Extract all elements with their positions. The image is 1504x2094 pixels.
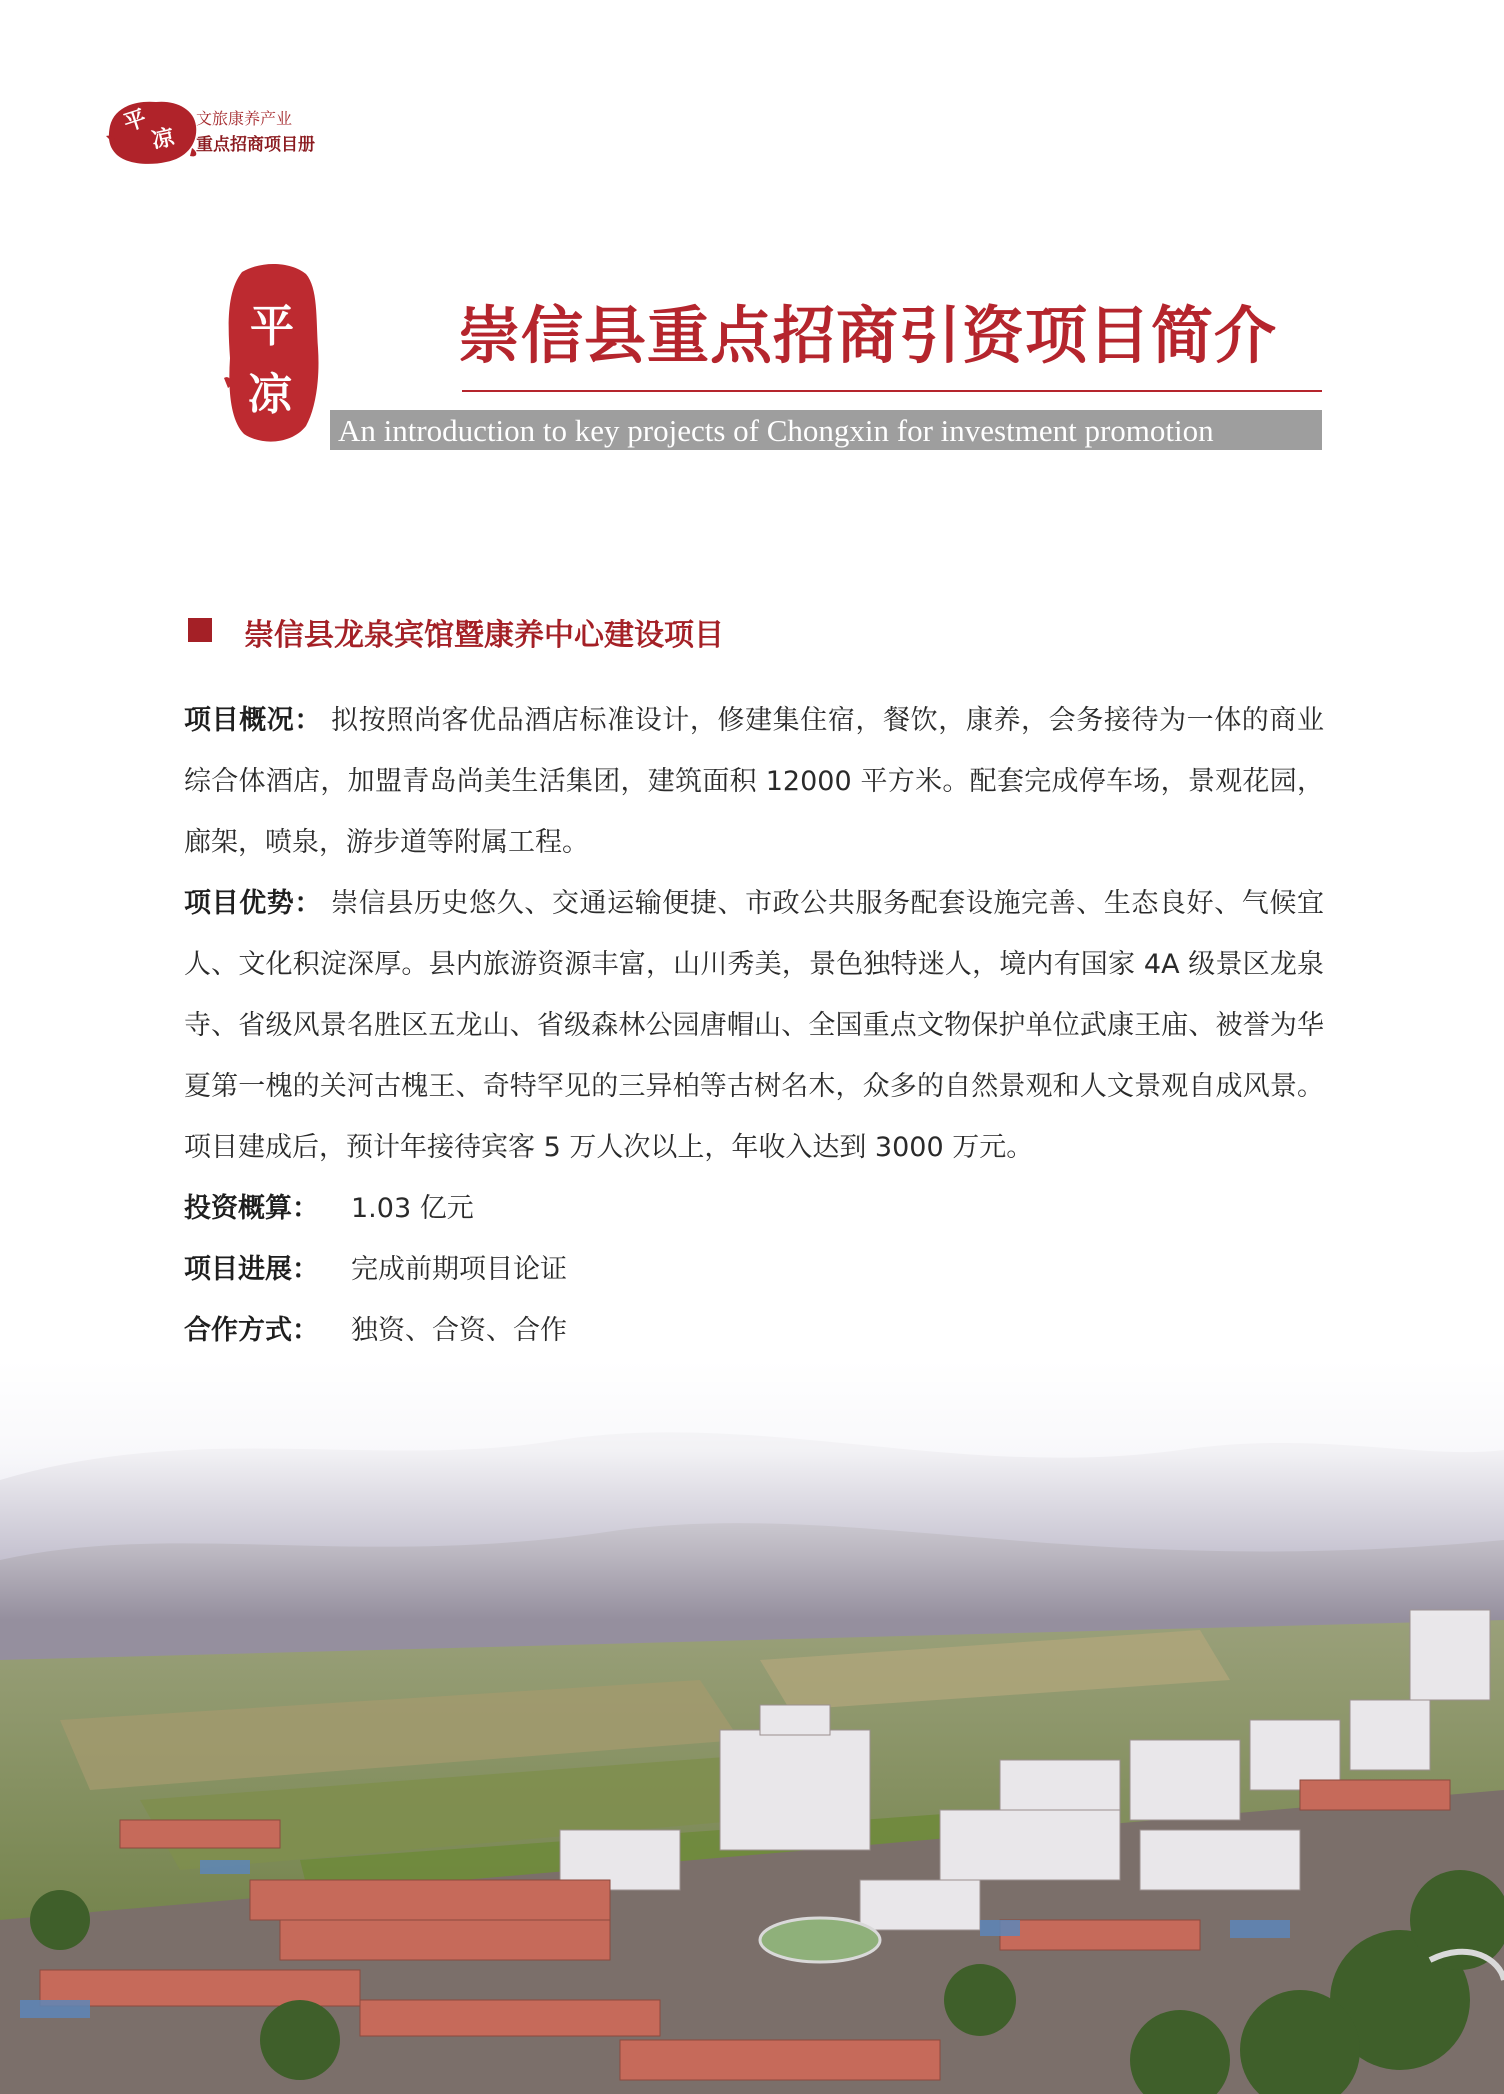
brand-line-2: 重点招商项目册 — [196, 135, 315, 155]
title-seal-char: 平 — [250, 301, 294, 352]
title-seal-text — [222, 258, 322, 448]
brand-logo — [104, 96, 344, 176]
brand-seal-char: 平 — [120, 105, 150, 137]
detail-value: 1.03 亿元 — [351, 1193, 474, 1224]
detail-label: 项目进展： — [184, 1254, 319, 1285]
title-seal-char: 凉 — [248, 369, 292, 420]
detail-value: 独资、合资、合作 — [351, 1315, 567, 1346]
section-title: 崇信县龙泉宾馆暨康养中心建设项目 — [244, 618, 724, 653]
progress-row — [184, 1239, 1324, 1300]
page-subtitle: An introduction to key projects of Chongxin for investment promotion — [338, 413, 1214, 448]
overview-paragraph — [184, 690, 1324, 873]
brand-line-1: 文旅康养产业 — [196, 109, 293, 128]
brand-seal-text — [118, 104, 190, 160]
subtitle-band — [330, 410, 1322, 450]
detail-label: 合作方式： — [184, 1315, 319, 1346]
cooperation-row — [184, 1300, 1324, 1361]
advantages-label: 项目优势： — [184, 888, 322, 919]
page-title: 崇信县重点招商引资项目简介 — [458, 299, 1278, 372]
photo-fade-overlay — [0, 1360, 1504, 1620]
square-bullet-icon — [188, 618, 212, 642]
overview-text: 拟按照尚客优品酒店标准设计，修建集住宿，餐饮，康养，会务接待为一体的商业综合体酒店，加盟青岛尚美生活集团，建筑面积 12000 平方米。配套完成停车场，景观花园，廊架，喷泉，游步道等附属工程。 — [184, 705, 1324, 858]
detail-label: 投资概算： — [184, 1193, 319, 1224]
title-divider — [462, 390, 1322, 392]
investment-row — [184, 1178, 1324, 1239]
brand-seal-char: 凉 — [149, 123, 177, 155]
title-seal — [222, 258, 322, 448]
overview-label: 项目概况： — [184, 705, 322, 736]
advantages-paragraph — [184, 873, 1324, 1178]
advantages-text: 崇信县历史悠久、交通运输便捷、市政公共服务配套设施完善、生态良好、气候宜人、文化积淀深厚。县内旅游资源丰富，山川秀美，景色独特迷人，境内有国家 4A 级景区龙泉寺、省级风景名胜区五龙山、省级森林公园唐帽山、全国重点文物保护单位武康王庙、被誉为华夏第一槐的关河古槐王、奇特罕见的三异柏等古树名木，众多的自然景观和人文景观自成风景。项目建成后，预计年接待宾客 5 万人次以上，年收入达到 3000 万元。 — [184, 888, 1324, 1163]
detail-value: 完成前期项目论证 — [351, 1254, 567, 1285]
section-heading — [188, 610, 1088, 653]
